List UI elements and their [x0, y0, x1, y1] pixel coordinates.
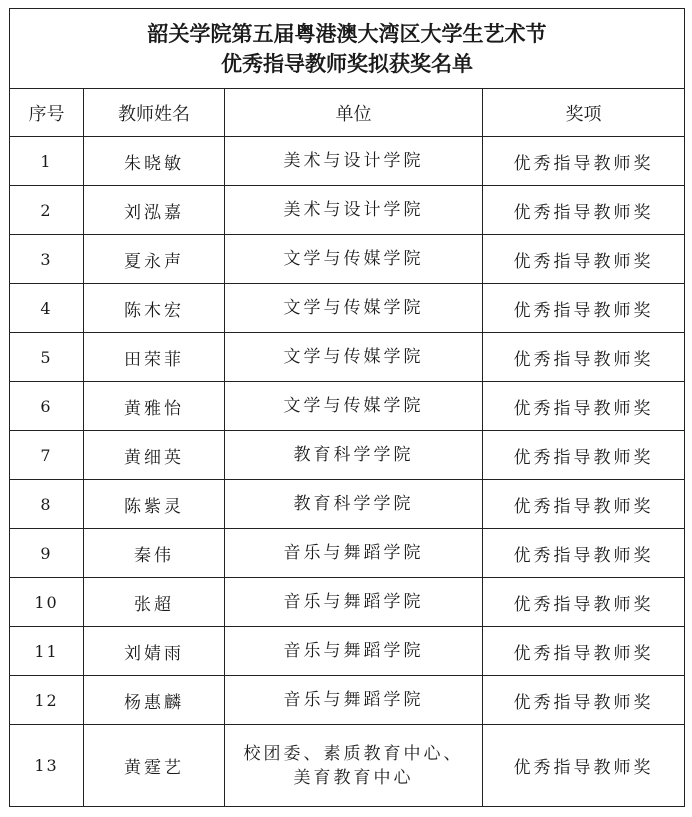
award-name: 优秀指导教师奖 [483, 529, 685, 578]
award-name: 优秀指导教师奖 [483, 235, 685, 284]
title-row [10, 9, 685, 89]
table-row [10, 431, 685, 480]
teacher-name: 张超 [84, 578, 225, 627]
table-row [10, 137, 685, 186]
unit-name [225, 725, 483, 807]
teacher-name: 刘泓嘉 [84, 186, 225, 235]
table-row [10, 284, 685, 333]
row-number: 7 [10, 431, 84, 480]
award-name: 优秀指导教师奖 [483, 186, 685, 235]
unit-name: 美术与设计学院 [225, 186, 483, 235]
row-number: 11 [10, 627, 84, 676]
unit-name: 音乐与舞蹈学院 [225, 529, 483, 578]
award-name: 优秀指导教师奖 [483, 382, 685, 431]
title-line-2: 优秀指导教师奖拟获奖名单 [221, 51, 473, 76]
unit-name: 文学与传媒学院 [225, 333, 483, 382]
unit-name: 美术与设计学院 [225, 137, 483, 186]
row-number: 1 [10, 137, 84, 186]
unit-name: 音乐与舞蹈学院 [225, 676, 483, 725]
unit-name: 文学与传媒学院 [225, 284, 483, 333]
table-row [10, 676, 685, 725]
award-name: 优秀指导教师奖 [483, 480, 685, 529]
table-row [10, 480, 685, 529]
award-name: 优秀指导教师奖 [483, 676, 685, 725]
header-row [10, 89, 685, 137]
table-row [10, 235, 685, 284]
table-row [10, 333, 685, 382]
unit-name: 音乐与舞蹈学院 [225, 627, 483, 676]
header-unit: 单位 [225, 89, 483, 137]
row-number: 6 [10, 382, 84, 431]
row-number: 2 [10, 186, 84, 235]
teacher-name: 夏永声 [84, 235, 225, 284]
teacher-name: 秦伟 [84, 529, 225, 578]
award-list-table [9, 8, 685, 807]
table-row [10, 382, 685, 431]
row-number: 5 [10, 333, 84, 382]
teacher-name: 黄细英 [84, 431, 225, 480]
unit-name: 教育科学学院 [225, 431, 483, 480]
title-line-1: 韶关学院第五届粤港澳大湾区大学生艺术节 [147, 21, 547, 46]
unit-name: 文学与传媒学院 [225, 235, 483, 284]
table-row [10, 186, 685, 235]
award-name: 优秀指导教师奖 [483, 627, 685, 676]
unit-name: 音乐与舞蹈学院 [225, 578, 483, 627]
table-row [10, 627, 685, 676]
row-number: 10 [10, 578, 84, 627]
teacher-name: 刘婧雨 [84, 627, 225, 676]
row-number: 9 [10, 529, 84, 578]
teacher-name: 朱晓敏 [84, 137, 225, 186]
header-no: 序号 [10, 89, 84, 137]
row-number: 12 [10, 676, 84, 725]
unit-name: 文学与传媒学院 [225, 382, 483, 431]
row-number: 4 [10, 284, 84, 333]
row-number: 8 [10, 480, 84, 529]
teacher-name: 黄雅怡 [84, 382, 225, 431]
award-name: 优秀指导教师奖 [483, 284, 685, 333]
teacher-name: 杨惠麟 [84, 676, 225, 725]
header-award: 奖项 [483, 89, 685, 137]
teacher-name: 黄霆艺 [84, 725, 225, 807]
row-number: 3 [10, 235, 84, 284]
unit-name: 教育科学学院 [225, 480, 483, 529]
row-number: 13 [10, 725, 84, 807]
table-title [10, 9, 685, 89]
award-name: 优秀指导教师奖 [483, 333, 685, 382]
award-name: 优秀指导教师奖 [483, 431, 685, 480]
teacher-name: 田荣菲 [84, 333, 225, 382]
table-row [10, 578, 685, 627]
award-name: 优秀指导教师奖 [483, 137, 685, 186]
header-name: 教师姓名 [84, 89, 225, 137]
unit-name-line-1: 校团委、素质教育中心、 [243, 743, 464, 764]
unit-name-line-2: 美育教育中心 [293, 767, 414, 788]
table-row [10, 725, 685, 807]
teacher-name: 陈紫灵 [84, 480, 225, 529]
award-name: 优秀指导教师奖 [483, 725, 685, 807]
award-name: 优秀指导教师奖 [483, 578, 685, 627]
teacher-name: 陈木宏 [84, 284, 225, 333]
table-row [10, 529, 685, 578]
